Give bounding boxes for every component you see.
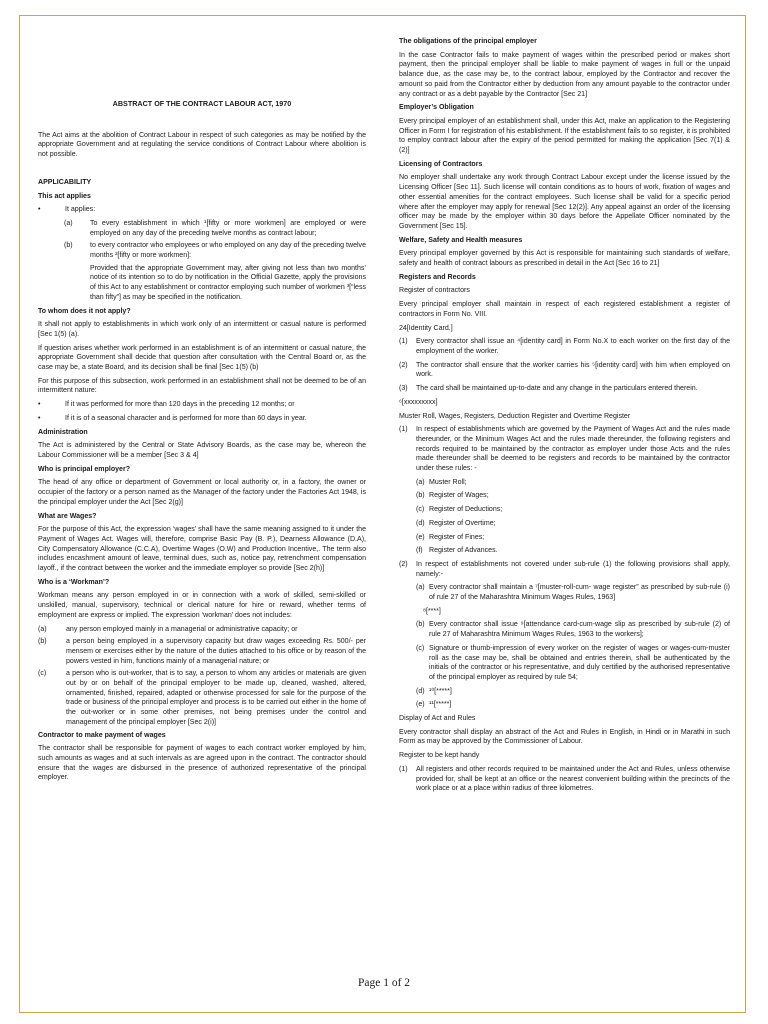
paragraph: No employer shall undertake any work through Contract Labour except under the license issued by the Licensing Officer [Sec 11]. Such license will contain conditions as to hours of work, fixation of wages and other essential amenities for the contract employees. Such license shall be valid for a specific period where after the employer may apply for renewal [Sec 12(2)]. Any appeal against an order of the licensing officer may be made by the employer within 30 days before the Appellate Officer nominated by the Government [Sec 15]. — [399, 174, 730, 230]
paragraph: The contractor shall be responsible for payment of wages to each contract worker employed by him, such amounts as wages and at such intervals as are agreed upon in the contract. The contractor should ensure that the wages are disbursed in the presence of authorized representative of the principal employer. — [38, 745, 366, 782]
item-text: ¹⁰[*****] — [429, 687, 452, 695]
obligations-heading: The obligations of the principal employer — [399, 38, 537, 45]
item-text: ¹¹[*****] — [429, 701, 452, 709]
item-text: The card shall be maintained up-to-date and any change in the particulars entered therein. — [416, 385, 698, 393]
list-item — [399, 583, 730, 602]
item-marker: (c) — [38, 670, 47, 678]
item-text: Register of Fines; — [429, 533, 485, 541]
bullet-item: • If it was performed for more than 120 days in the preceding 12 months; or — [38, 401, 295, 409]
bullet-item: • It applies: — [38, 206, 96, 214]
paragraph: For this purpose of this subsection, work performed in an establishment shall not be deemed to be of an intermittent nature: — [38, 377, 366, 395]
item-text: a person being employed in a supervisory capacity but draw wages exceeding Rs. 500/- per mensem or exercises either by the nature of the duties attached to his office or by reason of the powers vested in him, functions mainly of a managerial nature; or — [66, 638, 366, 665]
list-item — [399, 478, 730, 488]
paragraph: In the case Contractor fails to make payment of wages within the prescribed period or makes short payment, then the principal employer shall be liable to make payment of wages in full or the unpaid balance due, as the case may be, to the contract labour, employed by the Contractor and recover the amount so paid from the Contractor either by deduction from any amount payable to the contractor under any contract or as a debt payable by the Contractor [Sec 21] — [399, 51, 730, 98]
item-text: any person employed mainly in a managerial or administrative capacity; or — [66, 625, 298, 633]
list-item — [399, 491, 730, 501]
paragraph: Every principal employer governed by this Act is responsible for maintaining such standards of welfare, safety and health of contract labours as prescribed in detail in the Act [Sec 16 to 21] — [399, 250, 730, 268]
paragraph: Every principal employer shall maintain in respect of each registered establishment a register of contractors in Form No. VIII. — [399, 301, 730, 318]
list-item — [399, 620, 730, 639]
item-text: Register of Overtime; — [429, 519, 496, 527]
subheading: Register of contractors — [399, 287, 470, 295]
subheading: Display of Act and Rules — [399, 715, 476, 723]
bullet-text: If it was performed for more than 120 days in the preceding 12 months; or — [65, 401, 295, 409]
list-item — [399, 687, 730, 697]
item-marker: (1) — [399, 765, 408, 773]
omitted-text: ⁸[****] — [423, 607, 441, 615]
list-item — [399, 337, 730, 356]
registers-heading: Registers and Records — [399, 273, 476, 281]
item-text: In respect of establishments not covered under sub-rule (1) the following provisions shall apply, namely:- — [416, 560, 730, 578]
paragraph: It shall not apply to establishments in which work only of an intermittent or casual nature is performed [Sec 1(5) (a). — [38, 321, 366, 338]
item-text: Register of Advances. — [429, 547, 498, 555]
paragraph: The Act is administered by the Central or State Advisory Boards, as the case may be, whereon the Labour Commissioner will be a member [Sec 3 & 4] — [38, 442, 366, 459]
item-text: Signature or thumb-impression of every worker on the register of wages or wages-cum-muster roll as the case may be, shall be obtained and entries therein, shall be authenticated by the initials of the contractor or his representative, and duly certified by the authorised representative of the principal employer as required by rule 54; — [429, 644, 730, 681]
wages-heading: What are Wages? — [38, 512, 97, 520]
item-text: Every contractor shall issue an ⁴[identity card] in Form No.X to each worker on the first day of the employment of the worker. — [416, 338, 730, 355]
list-item — [399, 533, 730, 543]
paragraph: The head of any office or department of Government or local authority or, in a factory, the owner or occupier of the factory or a person named as the Manager of the factory under the Factories Act 1948, is the principal employer under the Act [Sec 2(g)] — [38, 479, 366, 506]
item-marker: (b) — [416, 621, 425, 629]
item-text: Register of Deductions; — [429, 506, 503, 514]
list-item — [38, 625, 366, 635]
item-marker: (3) — [399, 385, 408, 393]
bullet-text: If it is of a seasonal character and is performed for more than 60 days in year. — [65, 414, 307, 422]
principal-employer-heading: Who is principal employer? — [38, 465, 131, 473]
applicability-heading: APPLICABILITY — [38, 178, 92, 186]
item-marker: (d) — [416, 687, 425, 695]
subheading: Muster Roll, Wages, Registers, Deduction Register and Overtime Register — [399, 412, 631, 420]
item-text: to every contractor who employees or who employed on any day of the preceding twelve months ²[fifty or more workmen]: — [90, 242, 366, 260]
employer-obligation-heading: Employer’s Obligation — [399, 104, 474, 112]
item-marker: (d) — [416, 519, 425, 527]
item-text: Register of Wages; — [429, 492, 489, 500]
item-marker: (b) — [64, 242, 73, 250]
proviso-paragraph: Provided that the appropriate Government may, after giving not less than two months’ notice of its intention so to do by notification in the Official Gazette, apply the provisions of this Act to any establishment or contractor employing such number of workmen ³[“less than fifty”] as may be specified in the notification. — [90, 264, 366, 301]
item-text: In respect of establishments which are governed by the Payment of Wages Act and the rules made thereunder, or the Minimum Wages Act and the rules made thereunder, the following registers and records required to be maintained by the contractor as employer under those Acts and the rules made thereunder shall be deemed to be registers and records to be maintained by the contractor under these rules: - — [416, 426, 730, 473]
item-marker: (a) — [64, 219, 73, 227]
item-text: Every contractor shall maintain a ⁷[muster-roll-cum- wage register” as prescribed by sub-rule (i) of rule 27 of the Maharashtra Minimum Wages Rules, 1963] — [429, 584, 730, 602]
intro-paragraph: The Act aims at the abolition of Contract Labour in respect of such categories as may be notified by the appropriate Government and at regulating the service conditions of Contract Labour where abolition is not possible. — [38, 131, 366, 159]
paragraph: If question arises whether work performed in an establishment is of an intermittent or casual nature, the appropriate Government shall decide that question after consultation with the Central Board or, as the case may be, a state Board, and its decision shall be final [Sec 1(5) (b) — [38, 344, 366, 372]
paragraph: For the purpose of this Act, the expression ‘wages’ shall have the same meaning assigned to it under the Payment of Wages Act. Wages will, therefore, comprise Basic Pay (B. P.), Dearness Allowance (D.A), City Compensatory Allowance (C.C.A), Overtime Wages (O.W) and Production Incentive,. The term also includes encashment amount of leave, terminal dues, such as, notice pay, retrenchment compensation layoff., if the contract between the worker and the immediate employer so provide [Sec 2(h)] — [38, 526, 366, 573]
paragraph: Every contractor shall display an abstract of the Act and Rules in English, in Hindi or in Marathi in such Form as may be approved by the Commissioner of Labour. — [399, 728, 730, 746]
list-item — [38, 219, 366, 238]
omitted-text: ⁶[xxxxxxxxx] — [399, 398, 438, 406]
page-number: Page 1 of 2 — [357, 977, 411, 989]
item-marker: (1) — [399, 338, 408, 346]
left-column — [38, 99, 366, 787]
administration-heading: Administration — [38, 428, 88, 436]
item-text: Every contractor shall issue ⁹[attendance card-cum-wage slip as prescribed by sub-rule (2) of rule 27 of Maharashtra Minimum Wages Rules, 1963 to the workers]; — [429, 621, 730, 639]
document-title: ABSTRACT OF THE CONTRACT LABOUR ACT, 1970 — [112, 99, 292, 108]
paragraph: Every principal employer of an establishment shall, under this Act, make an application to the Registering Officer in Form I for registration of his establishment. If the establishment fails to so register, it is prohibited to employ contract labour after the expiry of the period permitted for making the application [Sec 7(1) & (2)] — [399, 117, 730, 155]
item-marker: (a) — [416, 478, 425, 486]
list-item — [399, 361, 730, 380]
subheading: Register to be kept handy — [399, 752, 480, 760]
item-text: To every establishment in which ¹[fifty or more workmen] are employed or were employed on any day of the preceding twelve months as contract labour; — [90, 219, 366, 237]
item-marker: (f) — [416, 547, 423, 555]
list-item — [38, 669, 366, 727]
list-item — [399, 384, 730, 394]
list-item — [399, 425, 730, 474]
bullet-text: It applies: — [65, 206, 96, 214]
subheading: 24[Identity Card.] — [399, 324, 453, 332]
item-marker: (e) — [416, 533, 425, 541]
workman-heading: Who is a ‘Workman’? — [38, 578, 110, 586]
act-applies-heading: This act applies — [38, 192, 91, 200]
licensing-heading: Licensing of Contractors — [399, 160, 483, 168]
item-marker: (1) — [399, 426, 408, 434]
item-marker: (2) — [399, 361, 408, 369]
list-item — [399, 560, 730, 579]
item-marker: (e) — [416, 701, 425, 709]
bullet-item: • If it is of a seasonal character and is performed for more than 60 days in year. — [38, 414, 307, 422]
item-text: Muster Roll; — [429, 478, 467, 486]
item-marker: (a) — [38, 625, 47, 633]
contractor-wages-heading: Contractor to make payment of wages — [38, 731, 166, 739]
item-text: a person who is out-worker, that is to say, a person to whom any articles or materials are given out by or on behalf of the principal employer to be made up, cleaned, washed, altered, ornamented, finished, repaired, adapted or otherwise processed for sale for the purpose of the trade or business of the principal employer and process is to be carried out either in the home of the out-worker or in some other premises, not being premises under the control and management of the principal employer [Sec 2(i)] — [66, 670, 366, 726]
right-column — [399, 37, 730, 798]
item-marker: (c) — [416, 506, 425, 514]
list-item — [38, 637, 366, 666]
list-item — [399, 519, 730, 529]
list-item — [38, 241, 366, 260]
item-marker: (b) — [416, 492, 425, 500]
item-marker: (a) — [416, 584, 425, 592]
list-item — [399, 765, 730, 794]
item-marker: (b) — [38, 638, 47, 646]
item-text: The contractor shall ensure that the worker carries his ⁵[identity card] with him when employed on work. — [416, 361, 730, 379]
item-marker: (c) — [416, 644, 425, 652]
welfare-heading: Welfare, Safety and Health measures — [399, 236, 523, 244]
paragraph: Workman means any person employed in or in connection with a work of skilled, semi-skilled or unskilled, manual, supervisory, technical or clerical nature for hire or reward, whether terms of employment are express or implied. The expression ‘workman’ does not includes: — [38, 592, 366, 619]
not-apply-heading: To whom does it not apply? — [38, 307, 131, 315]
list-item — [399, 644, 730, 683]
item-marker: (2) — [399, 560, 408, 568]
list-item — [399, 700, 730, 710]
item-text: All registers and other records required to be maintained under the Act and Rules, unless otherwise provided for, shall be kept at an office or the nearest convenient building within the precincts of the work place or at a place within radius of three kilometres. — [416, 765, 730, 793]
list-item — [399, 546, 730, 556]
list-item — [399, 505, 730, 515]
